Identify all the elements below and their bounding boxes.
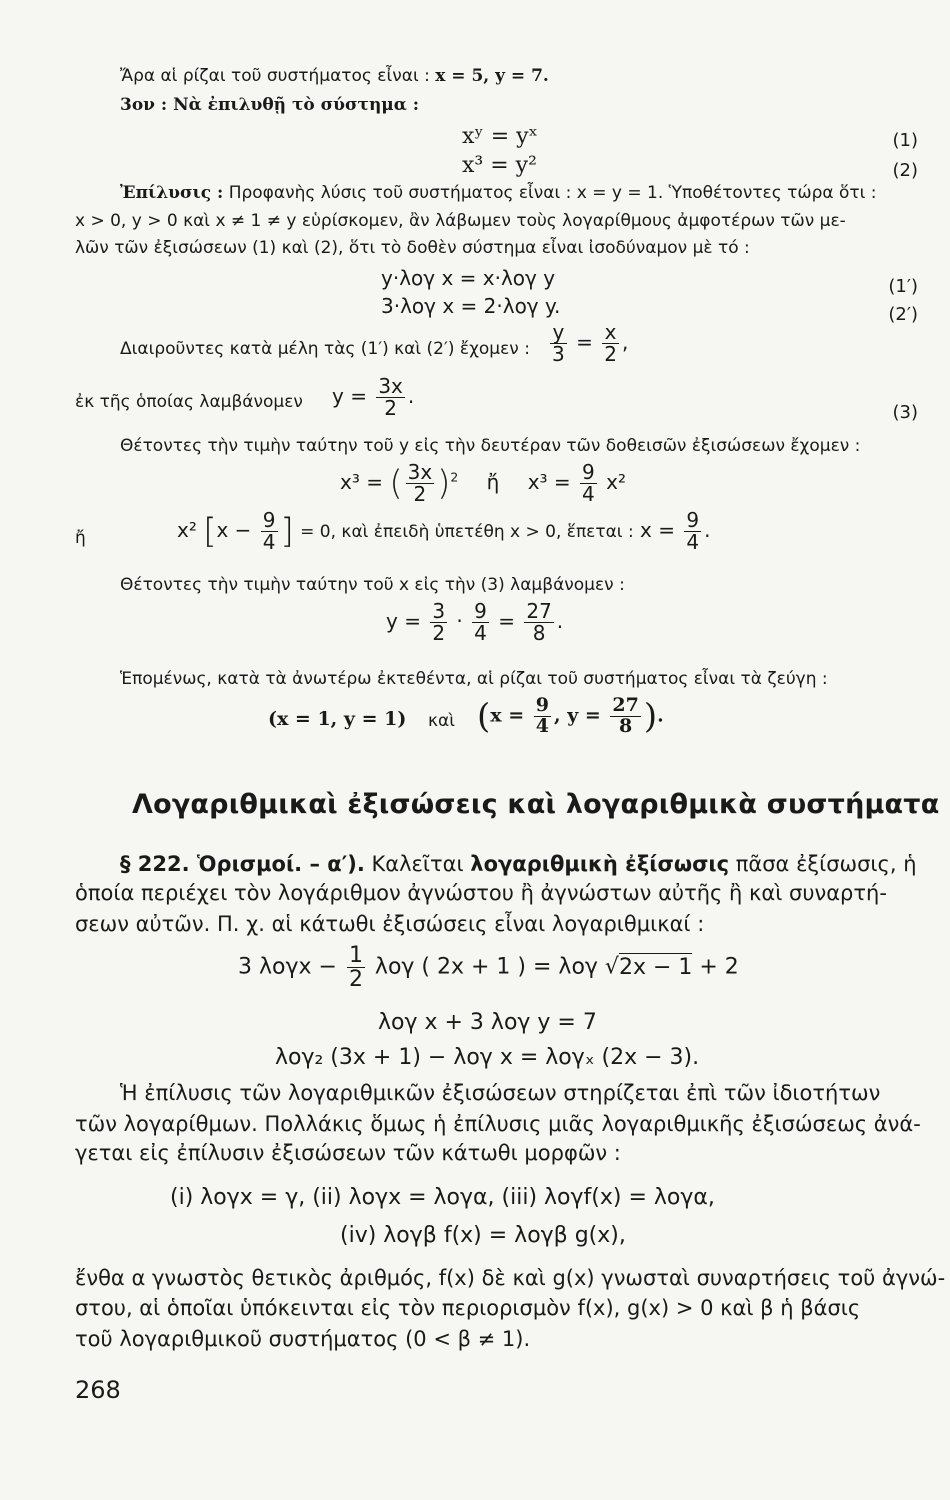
root-pair-1: (x = 1, y = 1) xyxy=(268,708,407,730)
equation-number: (1′) xyxy=(888,276,918,297)
y-value-equation: y = $\frac{3}{2}$ · $\frac{9}{4}$ = $\frac{27}{8}$ . xyxy=(386,599,564,645)
roots-values: x = 5, y = 7. xyxy=(435,66,549,86)
log-equation-1: 3 λογx − $\frac{1}{2}$ λογ ( 2x + 1 ) = λογ √2x − 1 + 2 xyxy=(238,943,739,993)
equation-number: (1) xyxy=(892,130,918,151)
equation-1-prime: y·λογ x = x·λογ y xyxy=(381,266,556,290)
text-line: ἐκ τῆς ὁποίας λαμβάνομεν xyxy=(75,392,303,412)
factored-equation: x² [x − $\frac{9}{4}$ ] = 0, καὶ ἐπειδὴ ὑπετέθη x > 0, ἕπεται : x = $\frac{9}{4}$ . xyxy=(177,508,711,554)
equation-2: x³ = y² xyxy=(462,153,537,178)
fraction-equation: $\frac{y}{3}$ = $\frac{x}{2}$ , xyxy=(552,320,629,366)
text-line: καὶ xyxy=(428,711,455,731)
page-number: 268 xyxy=(75,1376,121,1404)
paragraph-line: ὁποία περιέχει τὸν λογάριθμον ἀγνώστου ἢ ἀγνώστων αὐτῆς ἢ καὶ συναρτή- xyxy=(75,881,887,905)
text-line: λῶν τῶν ἐξισώσεων (1) καὶ (2), ὅτι τὸ δοθὲν σύστημα εἶναι ἰσοδύναμον μὲ τό : xyxy=(75,238,750,258)
equation-1: xʸ = yˣ xyxy=(462,124,538,149)
text-line: Ἄρα αἱ ρίζαι τοῦ συστήματος εἶναι : x = 5, y = 7. xyxy=(120,66,549,86)
log-forms-line-1: (i) λογx = γ, (ii) λογx = λογα, (iii) λογf(x) = λογα, xyxy=(170,1185,715,1210)
equation-2-prime: 3·λογ x = 2·λογ y. xyxy=(381,294,561,318)
paragraph-line: σεων αὐτῶν. Π. χ. αἱ κάτωθι ἐξισώσεις εἶναι λογαριθμικαί : xyxy=(75,912,705,936)
root-pair-2: (x = $\frac{9}{4}$ , y = $\frac{27}{8}$ ). xyxy=(477,694,664,737)
problem-heading: 3ον : Νὰ ἐπιλυθῇ τὸ σύστημα : xyxy=(120,95,420,115)
paragraph-line: τῶν λογαρίθμων. Πολλάκις ὅμως ἡ ἐπίλυσις μιᾶς λογαριθμικῆς ἐξισώσεως ἀνά- xyxy=(75,1112,921,1136)
paragraph-line: § 222. Ὁρισμοί. – α′). Καλεῖται λογαριθμικὴ ἐξίσωσις πᾶσα ἐξίσωσις, ἡ xyxy=(120,852,917,876)
text-line: x > 0, y > 0 καὶ x ≠ 1 ≠ y εὑρίσκομεν, ἂν λάβωμεν τοὺς λογαρίθμους ἀμφοτέρων τῶν με- xyxy=(75,211,846,231)
text-line: Ἐπίλυσις : Προφανὴς λύσις τοῦ συστήματος εἶναι : x = y = 1. Ὑποθέτοντες τώρα ὅτι : xyxy=(120,183,877,203)
equation-number: (2′) xyxy=(888,304,918,325)
substitution-equation: x³ = ( $\frac{3x}{2}$ )$^2$ ἤ x³ = $\frac{9}{4}$ x² xyxy=(340,460,626,506)
text-line: ἤ xyxy=(75,528,86,548)
text-line: Ἑπομένως, κατὰ τὰ ἀνωτέρω ἐκτεθέντα, αἱ ρίζαι τοῦ συστήματος εἶναι τὰ ζεύγη : xyxy=(120,669,828,689)
paragraph-line: ἔνθα α γνωστὸς θετικὸς ἀριθμός, f(x) δὲ καὶ g(x) γνωσταὶ συναρτήσεις τοῦ ἀγνώ- xyxy=(75,1266,946,1290)
log-forms-line-2: (iv) λογβ f(x) = λογβ g(x), xyxy=(340,1223,626,1248)
paragraph-line: στου, αἱ ὁποῖαι ὑπόκεινται εἰς τὸν περιορισμὸν f(x), g(x) > 0 καὶ β ἡ βάσις xyxy=(75,1296,861,1320)
paragraph-line: Ἡ ἐπίλυσις τῶν λογαριθμικῶν ἐξισώσεων στηρίζεται ἐπὶ τῶν ἰδιοτήτων xyxy=(120,1081,881,1105)
equation-number: (2) xyxy=(892,160,918,181)
paragraph-line: γεται εἰς ἐπίλυσιν ἐξισώσεων τῶν κάτωθι μορφῶν : xyxy=(75,1141,621,1165)
text-line: Θέτοντες τὴν τιμὴν ταύτην τοῦ x εἰς τὴν (3) λαμβάνομεν : xyxy=(120,575,625,595)
text-line: Θέτοντες τὴν τιμὴν ταύτην τοῦ y εἰς τὴν δευτέραν τῶν δοθεισῶν ἐξισώσεων ἔχομεν : xyxy=(120,436,861,456)
paragraph-line: τοῦ λογαριθμικοῦ συστήματος (0 < β ≠ 1). xyxy=(75,1327,531,1351)
equation-number: (3) xyxy=(892,402,918,423)
text-line: Διαιροῦντες κατὰ μέλη τὰς (1′) καὶ (2′) ἔχομεν : xyxy=(120,339,530,359)
equation-3: y = $\frac{3x}{2}$ . xyxy=(332,374,415,420)
section-heading: Λογαριθμικαὶ ἐξισώσεις καὶ λογαριθμικὰ συστήματα xyxy=(132,789,940,820)
log-equation-3: λογ₂ (3x + 1) − λογ x = λογₓ (2x − 3). xyxy=(275,1045,700,1070)
log-equation-2: λογ x + 3 λογ y = 7 xyxy=(378,1010,597,1035)
